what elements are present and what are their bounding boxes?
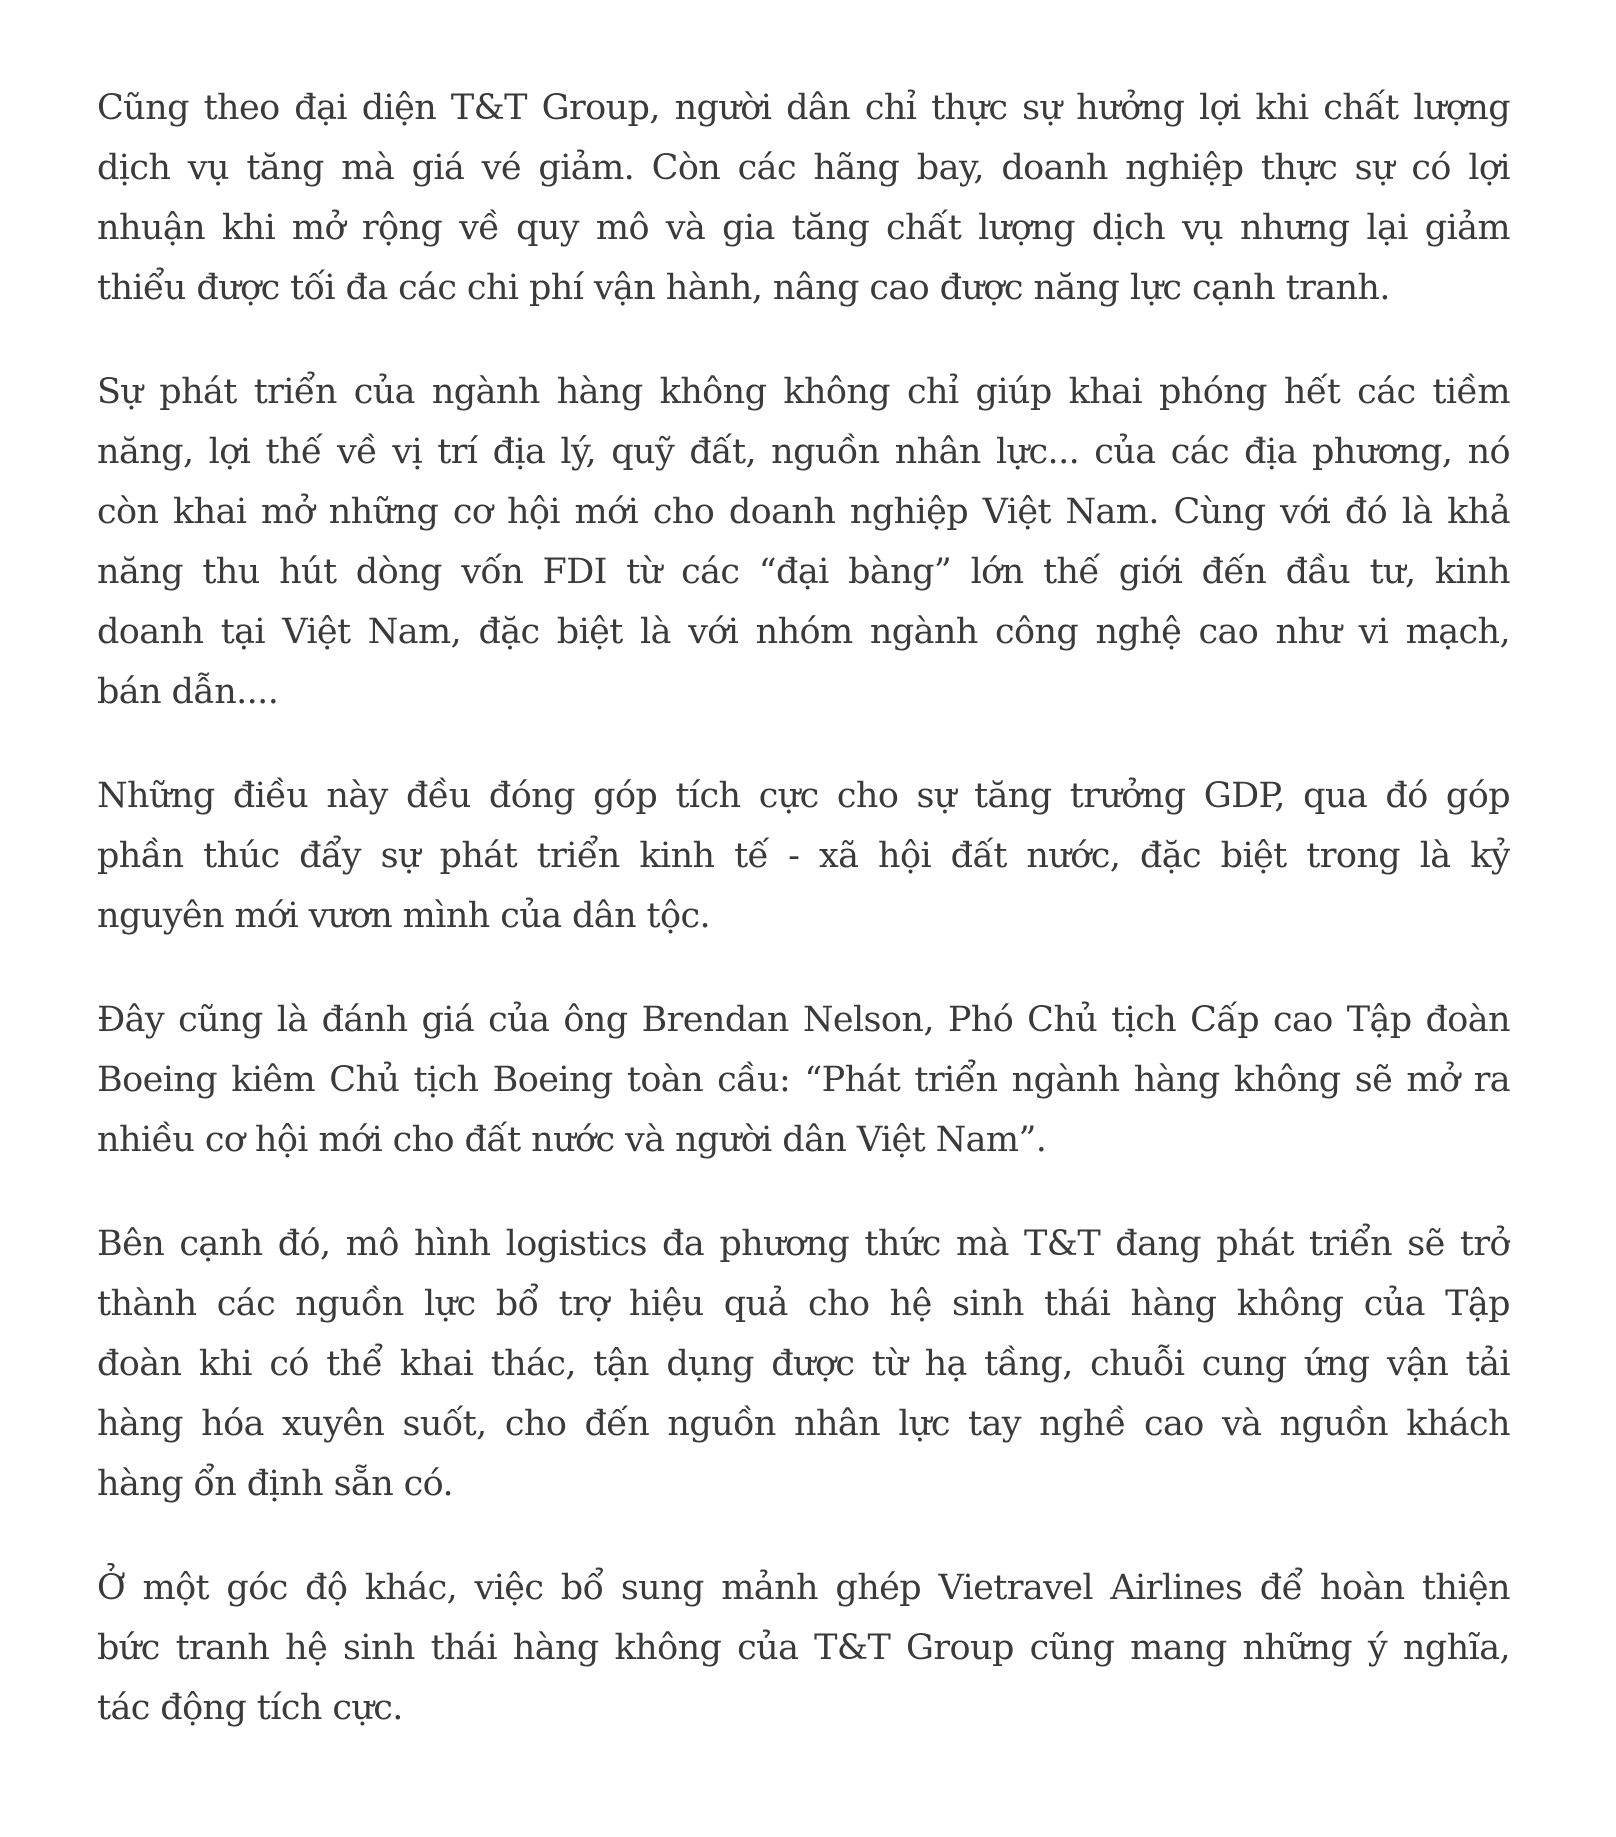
paragraph-line: Sự phát triển của ngành hàng không không chỉ giúp khai phóng hết các tiềm: [97, 372, 1510, 412]
paragraph-line: Cũng theo đại diện T&T Group, người dân chỉ thực sự hưởng lợi khi chất lượng: [97, 88, 1510, 128]
paragraph-2: [97, 362, 1510, 722]
paragraph-line: dịch vụ tăng mà giá vé giảm. Còn các hãng bay, doanh nghiệp thực sự có lợi: [97, 148, 1510, 188]
paragraph-5: [97, 1214, 1510, 1514]
paragraph-6: [97, 1558, 1510, 1738]
paragraph-line: đoàn khi có thể khai thác, tận dụng được từ hạ tầng, chuỗi cung ứng vận tải: [97, 1344, 1510, 1384]
paragraph-line: Boeing kiêm Chủ tịch Boeing toàn cầu: “Phát triển ngành hàng không sẽ mở ra: [97, 1060, 1510, 1100]
paragraph-4: [97, 990, 1510, 1170]
paragraph-line: Ở một góc độ khác, việc bổ sung mảnh ghép Vietravel Airlines để hoàn thiện: [97, 1568, 1510, 1608]
paragraph-line: tác động tích cực.: [97, 1688, 403, 1728]
paragraph-line: Đây cũng là đánh giá của ông Brendan Nelson, Phó Chủ tịch Cấp cao Tập đoàn: [97, 1000, 1510, 1040]
paragraph-line: hàng ổn định sẵn có.: [97, 1464, 454, 1504]
paragraph-line: hàng hóa xuyên suốt, cho đến nguồn nhân lực tay nghề cao và nguồn khách: [97, 1404, 1510, 1444]
paragraph-1: [97, 78, 1510, 318]
paragraph-line: nhuận khi mở rộng về quy mô và gia tăng chất lượng dịch vụ nhưng lại giảm: [97, 208, 1510, 248]
paragraph-line: Bên cạnh đó, mô hình logistics đa phương thức mà T&T đang phát triển sẽ trở: [97, 1224, 1510, 1264]
paragraph-line: còn khai mở những cơ hội mới cho doanh nghiệp Việt Nam. Cùng với đó là khả: [97, 492, 1510, 532]
paragraph-line: năng, lợi thế về vị trí địa lý, quỹ đất, nguồn nhân lực... của các địa phương, nó: [97, 432, 1510, 472]
paragraph-line: thiểu được tối đa các chi phí vận hành, nâng cao được năng lực cạnh tranh.: [97, 268, 1390, 308]
paragraph-line: bán dẫn....: [97, 672, 279, 712]
paragraph-line: nguyên mới vươn mình của dân tộc.: [97, 896, 711, 936]
article-body: [97, 78, 1510, 1782]
paragraph-line: Những điều này đều đóng góp tích cực cho sự tăng trưởng GDP, qua đó góp: [97, 776, 1510, 816]
paragraph-line: bức tranh hệ sinh thái hàng không của T&T Group cũng mang những ý nghĩa,: [97, 1628, 1510, 1668]
paragraph-line: nhiều cơ hội mới cho đất nước và người dân Việt Nam”.: [97, 1120, 1047, 1160]
paragraph-line: phần thúc đẩy sự phát triển kinh tế - xã hội đất nước, đặc biệt trong là kỷ: [97, 836, 1510, 876]
paragraph-line: năng thu hút dòng vốn FDI từ các “đại bàng” lớn thế giới đến đầu tư, kinh: [97, 552, 1510, 592]
paragraph-3: [97, 766, 1510, 946]
paragraph-line: doanh tại Việt Nam, đặc biệt là với nhóm ngành công nghệ cao như vi mạch,: [97, 612, 1510, 652]
paragraph-line: thành các nguồn lực bổ trợ hiệu quả cho hệ sinh thái hàng không của Tập: [97, 1284, 1510, 1324]
